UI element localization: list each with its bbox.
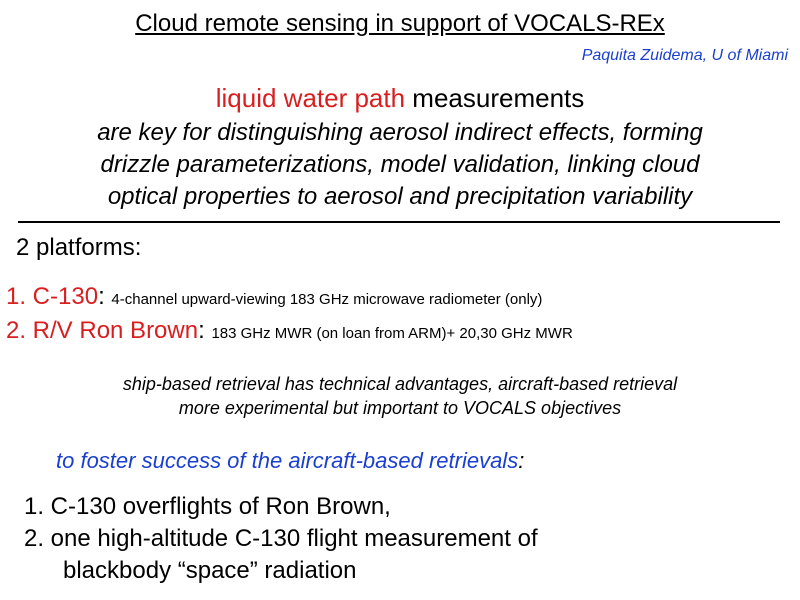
foster-text: to foster success of the aircraft-based retrievals <box>56 448 519 473</box>
list-item: 2. one high-altitude C-130 flight measurement of <box>24 525 538 552</box>
list-item: 1. C-130 overflights of Ron Brown, <box>24 493 391 520</box>
paragraph-line: are key for distinguishing aerosol indirect effects, forming <box>97 119 703 146</box>
platform-detail: 183 GHz MWR (on loan from ARM)+ 20,30 GHz MWR <box>211 325 573 342</box>
ship-note-line: more experimental but important to VOCALS objectives <box>178 398 622 418</box>
foster-heading <box>56 448 524 474</box>
horizontal-divider <box>18 221 780 223</box>
ship-note-line: ship-based retrieval has technical advantages, aircraft-based retrieval <box>122 374 678 394</box>
platform-separator: : <box>98 283 105 310</box>
list-item-continuation: blackbody “space” radiation <box>63 557 357 584</box>
paragraph-line: drizzle parameterizations, model validation, linking cloud <box>100 151 700 178</box>
author-credit: Paquita Zuidema, U of Miami <box>581 47 788 64</box>
platform-item <box>6 283 542 311</box>
platforms-heading: 2 platforms: <box>16 234 142 261</box>
lwp-heading <box>0 83 800 114</box>
slide-title: Cloud remote sensing in support of VOCALS-REx <box>135 10 665 37</box>
platform-detail: 4-channel upward-viewing 183 GHz microwave radiometer (only) <box>111 291 543 308</box>
foster-colon: : <box>518 448 525 473</box>
lwp-rest: measurements <box>405 83 585 113</box>
paragraph-line: optical properties to aerosol and precipitation variability <box>107 183 693 210</box>
platform-item <box>6 317 573 345</box>
ship-note <box>0 372 800 420</box>
platform-name: 1. C-130 <box>6 283 99 310</box>
key-paragraph <box>0 117 800 213</box>
platform-name: 2. R/V Ron Brown <box>6 317 199 344</box>
retrieval-list <box>24 491 538 587</box>
platform-separator: : <box>198 317 205 344</box>
lwp-highlight: liquid water path <box>215 83 406 113</box>
